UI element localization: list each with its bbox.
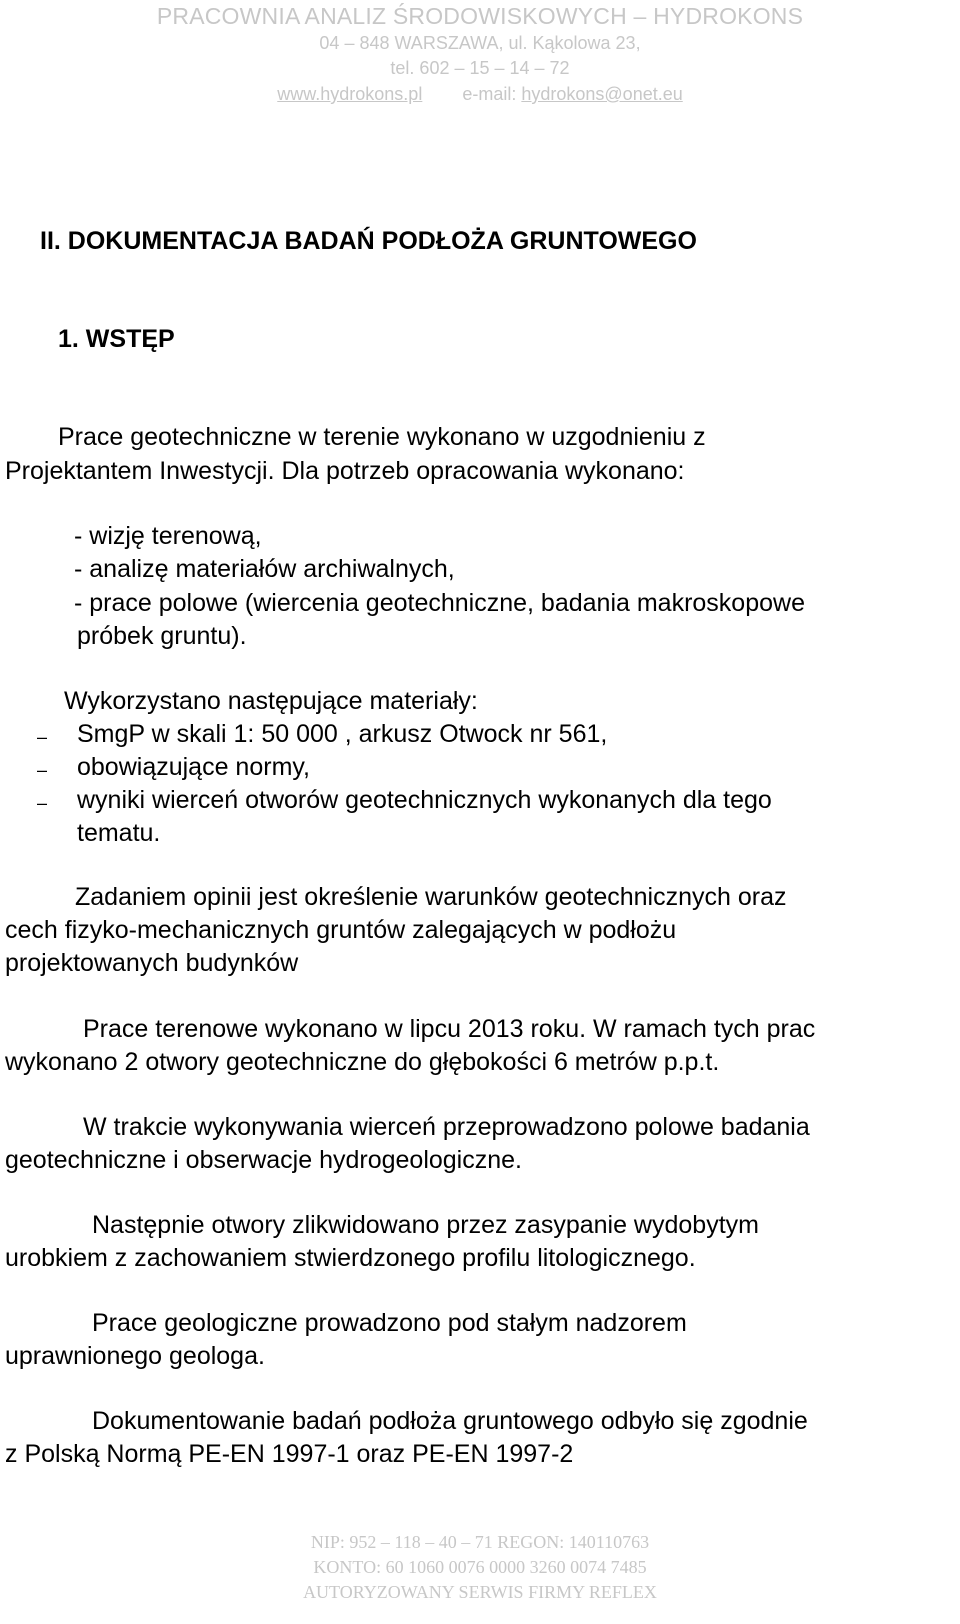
materials-item: obowiązujące normy, bbox=[77, 753, 310, 781]
paragraph-line: Zadaniem opinii jest określenie warunków geotechnicznych oraz bbox=[75, 883, 787, 911]
paragraph-line: uprawnionego geologa. bbox=[5, 1342, 265, 1370]
company-phone: tel. 602 – 15 – 14 – 72 bbox=[390, 58, 570, 78]
scope-item: - prace polowe (wiercenia geotechniczne, badania makroskopowe bbox=[74, 589, 805, 617]
footer-bank-account: KONTO: 60 1060 0076 0000 3260 0074 7485 bbox=[313, 1557, 647, 1577]
materials-item: SmgP w skali 1: 50 000 , arkusz Otwock nr 561, bbox=[77, 720, 608, 748]
footer-authorized-service: AUTORYZOWANY SERWIS FIRMY REFLEX bbox=[303, 1582, 657, 1602]
paragraph-line: Prace terenowe wykonano w lipcu 2013 roku. W ramach tych prac bbox=[83, 1015, 816, 1043]
paragraph-line: Dokumentowanie badań podłoża gruntowego odbyło się zgodnie bbox=[92, 1407, 808, 1435]
paragraph-line: urobkiem z zachowaniem stwierdzonego profilu litologicznego. bbox=[5, 1244, 696, 1272]
email-link[interactable]: hydrokons@onet.eu bbox=[521, 84, 683, 104]
paragraph-line: wykonano 2 otwory geotechniczne do głębokości 6 metrów p.p.t. bbox=[5, 1048, 720, 1076]
scope-item: - analizę materiałów archiwalnych, bbox=[74, 555, 455, 583]
paragraph-line: cech fizyko-mechanicznych gruntów zalegających w podłożu bbox=[5, 916, 677, 944]
list-bullet: – bbox=[37, 727, 48, 747]
paragraph-line: W trakcie wykonywania wierceń przeprowadzono polowe badania bbox=[83, 1113, 810, 1141]
scope-item: - wizję terenową, bbox=[74, 522, 262, 550]
email-label: e-mail: bbox=[462, 84, 517, 104]
intro-line-2: Projektantem Inwestycji. Dla potrzeb opracowania wykonano: bbox=[5, 457, 685, 485]
intro-line-1: Prace geotechniczne w terenie wykonano w uzgodnieniu z bbox=[58, 423, 706, 451]
paragraph-line: Prace geologiczne prowadzono pod stałym nadzorem bbox=[92, 1309, 687, 1337]
company-name: PRACOWNIA ANALIZ ŚRODOWISKOWYCH – HYDROKONS bbox=[156, 3, 804, 29]
materials-item: wyniki wierceń otworów geotechnicznych wykonanych dla tego bbox=[77, 786, 772, 814]
paragraph-line: Następnie otwory zlikwidowano przez zasypanie wydobytym bbox=[92, 1211, 759, 1239]
company-contacts bbox=[0, 84, 960, 105]
company-address: 04 – 848 WARSZAWA, ul. Kąkolowa 23, bbox=[319, 33, 641, 53]
paragraph-line: geotechniczne i obserwacje hydrogeologiczne. bbox=[5, 1146, 522, 1174]
footer-nip-regon: NIP: 952 – 118 – 40 – 71 REGON: 140110763 bbox=[310, 1532, 650, 1552]
materials-intro: Wykorzystano następujące materiały: bbox=[64, 687, 478, 715]
paragraph-line: projektowanych budynków bbox=[5, 949, 299, 977]
subsection-title: 1. WSTĘP bbox=[58, 325, 175, 353]
section-title: II. DOKUMENTACJA BADAŃ PODŁOŻA GRUNTOWEGO bbox=[40, 227, 697, 255]
materials-item: tematu. bbox=[77, 819, 161, 847]
website-link[interactable]: www.hydrokons.pl bbox=[277, 84, 423, 104]
paragraph-line: z Polską Normą PE-EN 1997-1 oraz PE-EN 1997-2 bbox=[5, 1440, 574, 1468]
list-bullet: – bbox=[37, 793, 48, 813]
scope-item: próbek gruntu). bbox=[77, 622, 247, 650]
list-bullet: – bbox=[37, 760, 48, 780]
